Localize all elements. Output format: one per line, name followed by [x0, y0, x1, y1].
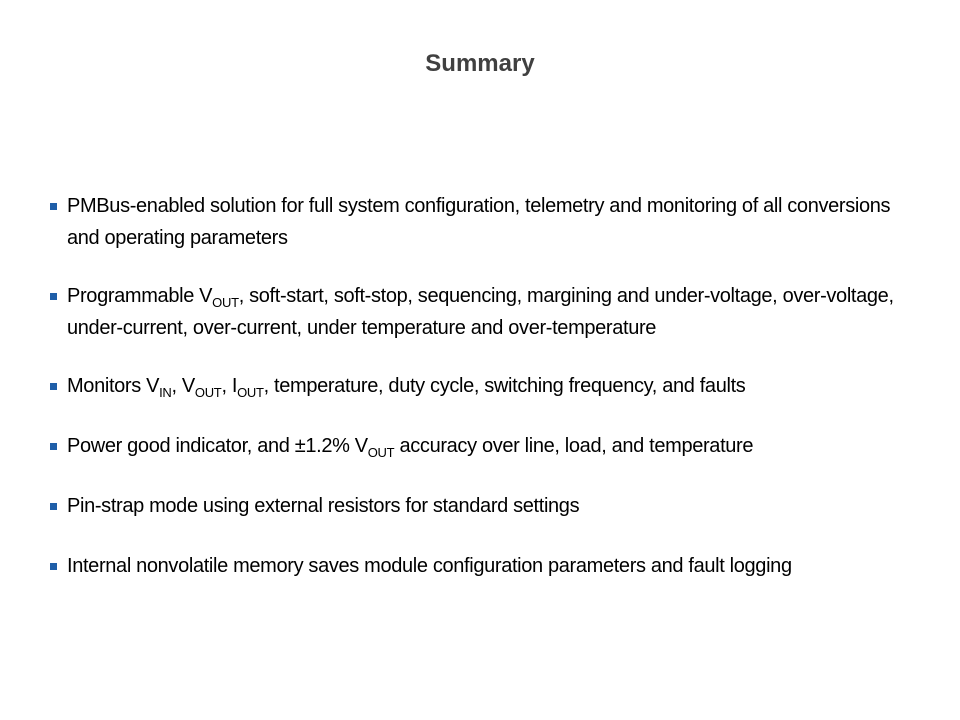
bullet-text: Internal nonvolatile memory saves module configuration parameters and fault logging — [67, 555, 792, 577]
bullet-item-power-good — [50, 430, 910, 462]
text-run: , I — [221, 375, 238, 397]
subscript: OUT — [194, 385, 222, 400]
subscript: IN — [159, 385, 172, 400]
bullet-text — [67, 375, 746, 400]
bullet-item-pmbus — [50, 190, 910, 254]
text-run: Power good indicator, and ±1.2% V — [67, 435, 368, 457]
text-run: , temperature, duty cycle, switching frequency, and faults — [263, 375, 746, 397]
bullet-item-nvm — [50, 550, 910, 582]
text-run: Monitors V — [67, 375, 160, 397]
bullet-text — [67, 285, 894, 339]
square-bullet-icon — [50, 203, 57, 210]
subscript: OUT — [237, 385, 264, 400]
square-bullet-icon — [50, 383, 57, 390]
slide-title: Summary — [425, 50, 535, 77]
bullet-text: Pin-strap mode using external resistors for standard settings — [67, 495, 580, 517]
square-bullet-icon — [50, 443, 57, 450]
subscript: OUT — [367, 445, 395, 460]
text-run: Programmable V — [67, 285, 213, 307]
text-run: , soft-start, soft-stop, sequencing, margining and under-voltage, over-voltage, under-current, over-current, under temperature and over-temperature — [67, 285, 894, 339]
subscript: OUT — [212, 295, 239, 310]
bullet-item-programmable — [50, 280, 910, 344]
square-bullet-icon — [50, 563, 57, 570]
bullet-text — [67, 435, 754, 460]
square-bullet-icon — [50, 503, 57, 510]
bullet-item-pin-strap — [50, 490, 910, 522]
text-run: accuracy over line, load, and temperature — [394, 435, 754, 457]
square-bullet-icon — [50, 293, 57, 300]
bullet-item-monitors — [50, 370, 910, 402]
bullet-list — [50, 190, 910, 610]
text-run: , V — [171, 375, 195, 397]
bullet-text: PMBus-enabled solution for full system configuration, telemetry and monitoring of all conversions and operating parameters — [67, 195, 891, 249]
